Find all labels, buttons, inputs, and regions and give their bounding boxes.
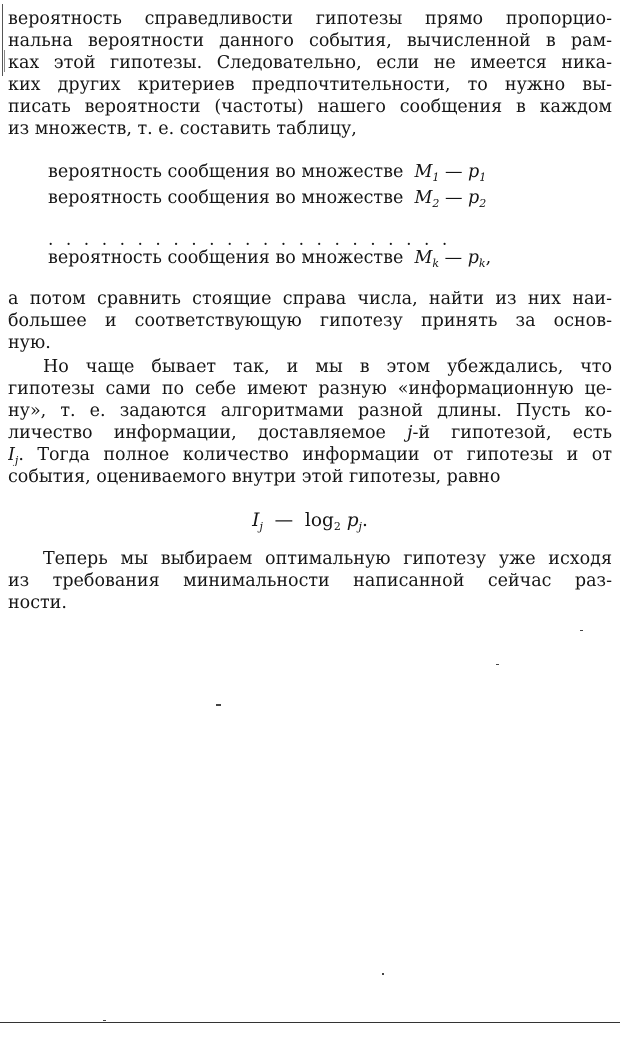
formula: $I_j$ — $\log_2 p_j$. bbox=[252, 510, 368, 533]
margin-mark bbox=[2, 4, 3, 76]
text-line: писать вероятности (частоты) нашего сообщения в каждом bbox=[8, 97, 612, 117]
scan-speck bbox=[216, 704, 221, 706]
text-line: ну», т. е. задаются алгоритмами разной длины. Пусть ко- bbox=[8, 401, 612, 421]
text-line: $I_j$. Тогда полное количество информации от гипотезы и от bbox=[8, 445, 612, 466]
text-line: большее и соответствующую гипотезу принять за основ- bbox=[8, 311, 612, 331]
text-line: Но чаще бывает так, и мы в этом убеждались, что bbox=[43, 357, 612, 377]
text-line: личество информации, доставляемое j-й гипотезой, есть bbox=[8, 423, 612, 443]
table-row: вероятность сообщения во множестве $M_k$ — $p_k$, bbox=[48, 248, 492, 270]
table-row: вероятность сообщения во множестве $M_1$ — $p_1$ bbox=[48, 162, 487, 184]
scan-speck bbox=[103, 1020, 106, 1021]
scan-speck bbox=[382, 973, 384, 975]
text-line: нальна вероятности данного события, вычисленной в рам- bbox=[8, 31, 612, 51]
text-line: ную. bbox=[8, 333, 51, 353]
text-line: ких других критериев предпочтительности, то нужно вы- bbox=[8, 75, 612, 95]
ellipsis-row: ....................... bbox=[48, 230, 460, 250]
text-line: а потом сравнить стоящие справа числа, найти из них наи- bbox=[8, 289, 612, 309]
text-line: события, оцениваемого внутри этой гипотезы, равно bbox=[8, 467, 501, 487]
margin-mark bbox=[4, 50, 5, 72]
text-line: из множеств, т. е. составить таблицу, bbox=[8, 119, 357, 139]
text-line: ках этой гипотезы. Следовательно, если не имеется ника- bbox=[8, 53, 612, 73]
table-row: вероятность сообщения во множестве $M_2$ — $p_2$ bbox=[48, 188, 487, 210]
scan-speck bbox=[580, 630, 583, 631]
text-line: ности. bbox=[8, 593, 67, 613]
text-line: из требования минимальности написанной сейчас раз- bbox=[8, 571, 612, 591]
scan-speck bbox=[496, 664, 499, 665]
text-line: Теперь мы выбираем оптимальную гипотезу уже исходя bbox=[43, 549, 612, 569]
page-bottom-edge bbox=[0, 1022, 620, 1023]
text-line: вероятность справедливости гипотезы прямо пропорцио- bbox=[8, 9, 612, 29]
text-line: гипотезы сами по себе имеют разную «информационную це- bbox=[8, 379, 612, 399]
